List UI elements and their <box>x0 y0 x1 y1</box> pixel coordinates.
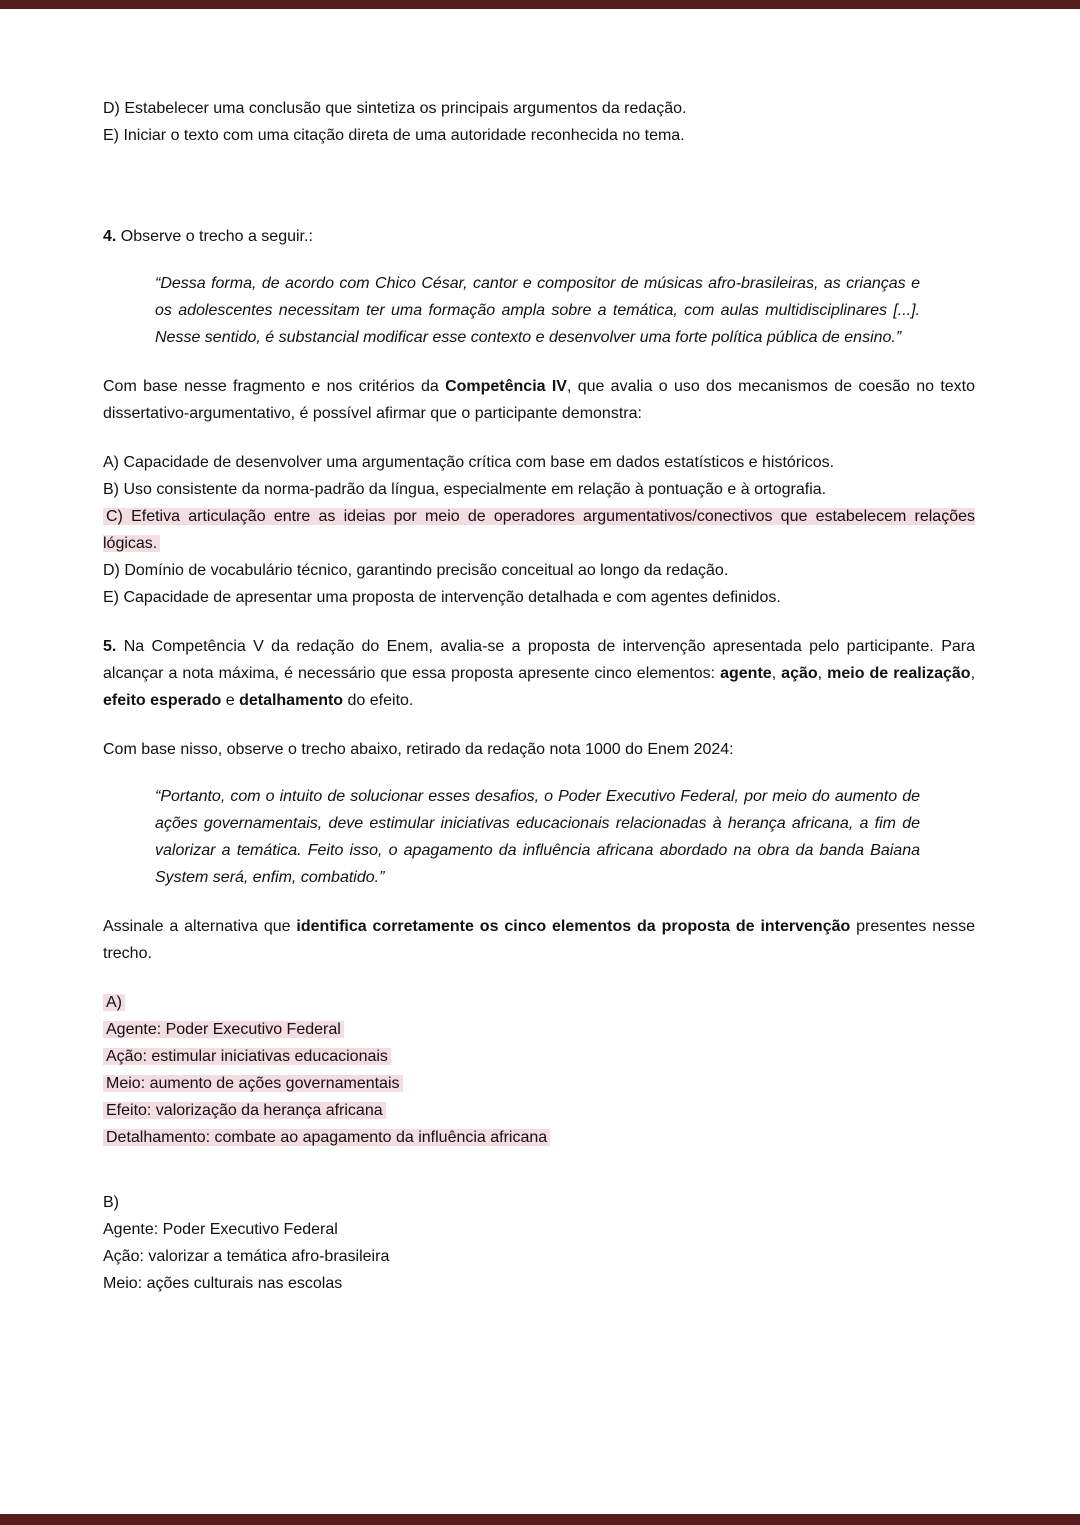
question-5-intro-b5: detalhamento <box>239 692 344 709</box>
question-5-command <box>103 913 975 967</box>
question-4-option-a: A) Capacidade de desenvolver uma argumentação crítica com base em dados estatísticos e históricos. <box>103 454 835 471</box>
question-5-lead: Com base nisso, observe o trecho abaixo, retirado da redação nota 1000 do Enem 2024: <box>103 741 734 758</box>
question-5-command-pre: Assinale a alternativa que <box>103 918 297 935</box>
viewer-bottom-edge-bar <box>0 1514 1080 1525</box>
question-5-intro-b3: meio de realização <box>827 665 971 682</box>
question-4-number: 4. <box>103 228 117 245</box>
question-4-quote: “Dessa forma, de acordo com Chico César, cantor e compositor de músicas afro-brasileiras, as crianças e os adolescentes necessitam ter uma formação ampla sobre a temática, com aulas multidisciplinares [...]. Nesse sentido, é substancial modificar esse contexto e desenvolver uma forte política pública de ensino.” <box>155 275 920 346</box>
question-5-command-bold: identifica corretamente os cinco elementos da proposta de intervenção <box>296 918 851 935</box>
question-4-intro: Observe o trecho a seguir.: <box>116 228 313 245</box>
alternative-a-line-detalhamento <box>103 1124 975 1151</box>
question-5-intro-s5: do efeito. <box>343 692 414 709</box>
alternative-a-detalhamento-text: Detalhamento: combate ao apagamento da influência africana <box>103 1129 550 1146</box>
question-5-intro-s0: Na Competência V da redação do Enem, avalia-se a proposta de intervenção apresentada pelo participante. Para alcançar a nota máxima, é necessário que essa proposta apresente cinco elementos: <box>103 638 975 682</box>
question-5-alternative-b <box>103 1189 975 1297</box>
question-4-stem-pre: Com base nesse fragmento e nos critérios da <box>103 378 446 395</box>
alternative-b-label-line <box>103 1189 975 1216</box>
alternative-a-agente-text: Agente: Poder Executivo Federal <box>103 1021 344 1038</box>
question-4-option-b: B) Uso consistente da norma-padrão da língua, especialmente em relação à pontuação e à ortografia. <box>103 481 827 498</box>
alternative-b-acao-text: Ação: valorizar a temática afro-brasileira <box>103 1248 390 1265</box>
alternative-b-line-agente <box>103 1216 975 1243</box>
alternative-b-line-acao <box>103 1243 975 1270</box>
question-4-option-d: D) Domínio de vocabulário técnico, garantindo precisão conceitual ao longo da redação. <box>103 562 729 579</box>
question-5-intro-b1: agente <box>720 665 772 682</box>
question-5-intro-s1: , <box>771 665 782 682</box>
question-5-quote: “Portanto, com o intuito de solucionar esses desafios, o Poder Executivo Federal, por meio do aumento de ações governamentais, deve estimular iniciativas educacionais relacionadas à herança africana, a fim de valorizar a temática. Feito isso, o apagamento da influência africana abordado na obra da banda Baiana System será, enfim, combatido.” <box>155 788 920 886</box>
question-4-stem <box>103 373 975 427</box>
alternative-b-agente-text: Agente: Poder Executivo Federal <box>103 1221 338 1238</box>
question-5-intro <box>103 633 975 714</box>
alternative-b-label: B) <box>103 1194 119 1211</box>
question-5-command-post: presentes nesse trecho. <box>103 918 976 962</box>
question-5-number: 5. <box>103 638 117 655</box>
prev-option-d: D) Estabelecer uma conclusão que sintetiza os principais argumentos da redação. <box>103 100 687 117</box>
question-5-intro-b2: ação <box>781 665 818 682</box>
alternative-a-line-efeito <box>103 1097 975 1124</box>
alternative-a-meio-text: Meio: aumento de ações governamentais <box>103 1075 403 1092</box>
alternative-a-line-agente <box>103 1016 975 1043</box>
alternative-a-label: A) <box>103 994 125 1011</box>
alternative-a-efeito-text: Efeito: valorização da herança africana <box>103 1102 386 1119</box>
question-4-option-e: E) Capacidade de apresentar uma proposta de intervenção detalhada e com agentes definidos. <box>103 589 781 606</box>
question-4-stem-post: , que avalia o uso dos mecanismos de coesão no texto dissertativo-argumentativo, é possível afirmar que o participante demonstra: <box>103 378 976 422</box>
question-5-alternative-a <box>103 989 975 1151</box>
question-5-intro-s3: , <box>970 665 976 682</box>
prev-option-e: E) Iniciar o texto com uma citação direta de uma autoridade reconhecida no tema. <box>103 127 685 144</box>
alternative-b-meio-text: Meio: ações culturais nas escolas <box>103 1275 343 1292</box>
question-4-stem-bold: Competência IV <box>445 378 567 395</box>
question-5-intro-s4: e <box>221 692 240 709</box>
question-5-intro-b4: efeito esperado <box>103 692 222 709</box>
alternative-a-acao-text: Ação: estimular iniciativas educacionais <box>103 1048 391 1065</box>
question-4-option-c <box>103 503 975 557</box>
viewer-top-edge-bar <box>0 0 1080 9</box>
question-5-intro-s2: , <box>817 665 828 682</box>
question-4-option-c-highlight: C) Efetiva articulação entre as ideias por meio de operadores argumentativos/conectivos que estabelecem relações lógicas. <box>103 508 975 552</box>
alternative-b-line-meio <box>103 1270 975 1297</box>
alternative-a-label-line <box>103 989 975 1016</box>
alternative-a-line-meio <box>103 1070 975 1097</box>
alternative-a-line-acao <box>103 1043 975 1070</box>
question-4-heading <box>103 223 975 250</box>
